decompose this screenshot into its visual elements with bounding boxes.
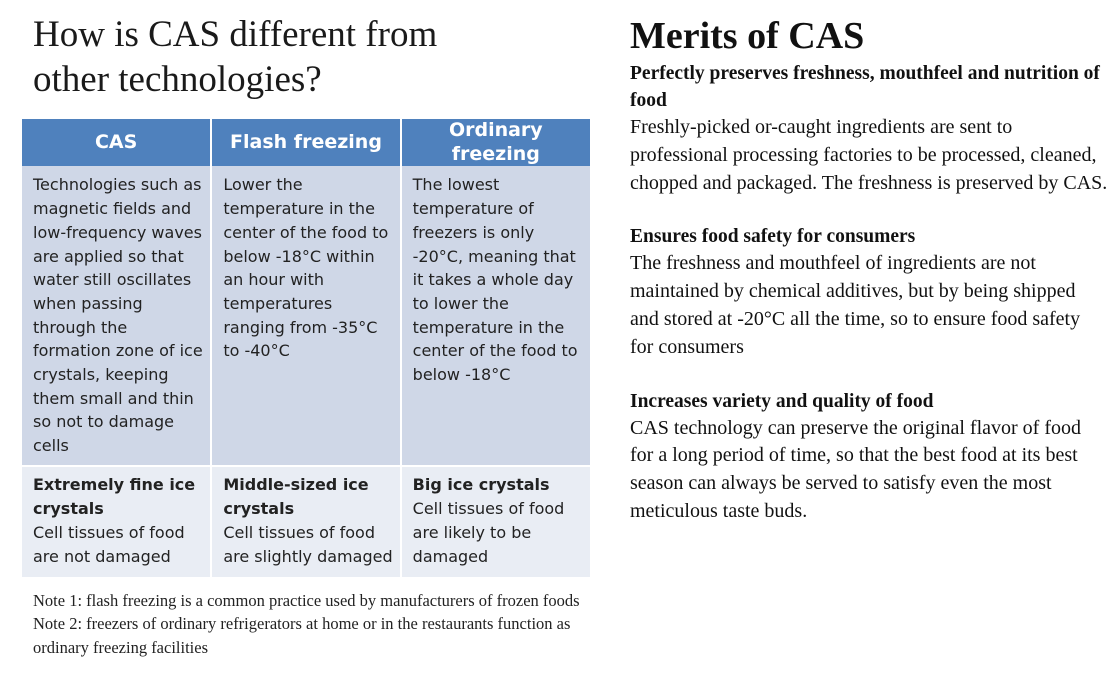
cell-cas-description: Technologies such as magnetic fields and low-frequency waves are applied so that water still oscillates when passing through the formation zone of ice crystals, keeping them small and thin so not to damage cells (22, 166, 211, 466)
crystal-label: Extremely fine ice crystals (33, 475, 196, 519)
cell-flash-crystals (211, 466, 400, 577)
header-ordinary-freezing: Ordinary freezing (401, 119, 590, 166)
merit-heading: Increases variety and quality of food (630, 390, 934, 412)
cell-ordinary-description: The lowest temperature of freezers is only -20°C, meaning that it takes a whole day to lower the temperature in the center of the food to below -18°C (401, 166, 590, 466)
crystal-label: Middle-sized ice crystals (223, 475, 369, 519)
table-row-crystals (22, 466, 590, 577)
comparison-title-line2: other technologies? (33, 59, 322, 100)
cell-cas-crystals (22, 466, 211, 577)
cell-ordinary-crystals (401, 466, 590, 577)
crystal-effect: Cell tissues of food are likely to be damaged (412, 499, 565, 566)
merit-heading: Ensures food safety for consumers (630, 226, 916, 248)
merits-panel (630, 14, 1108, 552)
header-flash-freezing: Flash freezing (211, 119, 400, 166)
comparison-title-line1: How is CAS different from (33, 14, 438, 55)
merit-food-safety (630, 223, 1108, 361)
footnotes (33, 589, 593, 659)
cell-flash-description: Lower the temperature in the center of the food to below -18°C within an hour with temperatures ranging from -35°C to -40°C (211, 166, 400, 466)
merit-body: The freshness and mouthfeel of ingredients are not maintained by chemical additives, but by being shipped and stored at -20°C all the time, so to ensure food safety for consumers (630, 252, 1081, 358)
crystal-effect: Cell tissues of food are slightly damaged (223, 522, 393, 566)
note-1: Note 1: flash freezing is a common practice used by manufacturers of frozen foods (33, 591, 580, 610)
merits-title: Merits of CAS (630, 15, 865, 57)
comparison-table (22, 119, 590, 577)
header-cas: CAS (22, 119, 211, 166)
note-2: Note 2: freezers of ordinary refrigerators at home or in the restaurants function as ordinary freezing facilities (33, 614, 571, 657)
merit-body: Freshly-picked or-caught ingredients are sent to professional processing factories to be processed, cleaned, chopped and packaged. The freshness is preserved by CAS. (630, 116, 1108, 194)
merit-freshness (630, 60, 1108, 197)
comparison-title (33, 12, 593, 102)
crystal-label: Big ice crystals (412, 475, 550, 495)
table-row-description (22, 166, 590, 466)
merit-variety-quality (630, 388, 1108, 526)
table-header-row (22, 119, 590, 166)
merit-heading: Perfectly preserves freshness, mouthfeel and nutrition of food (630, 63, 1100, 111)
crystal-effect: Cell tissues of food are not damaged (33, 522, 185, 566)
merit-body: CAS technology can preserve the original flavor of food for a long period of time, so that the best food at its best season can always be served to satisfy even the most meticulous taste buds. (630, 416, 1081, 522)
